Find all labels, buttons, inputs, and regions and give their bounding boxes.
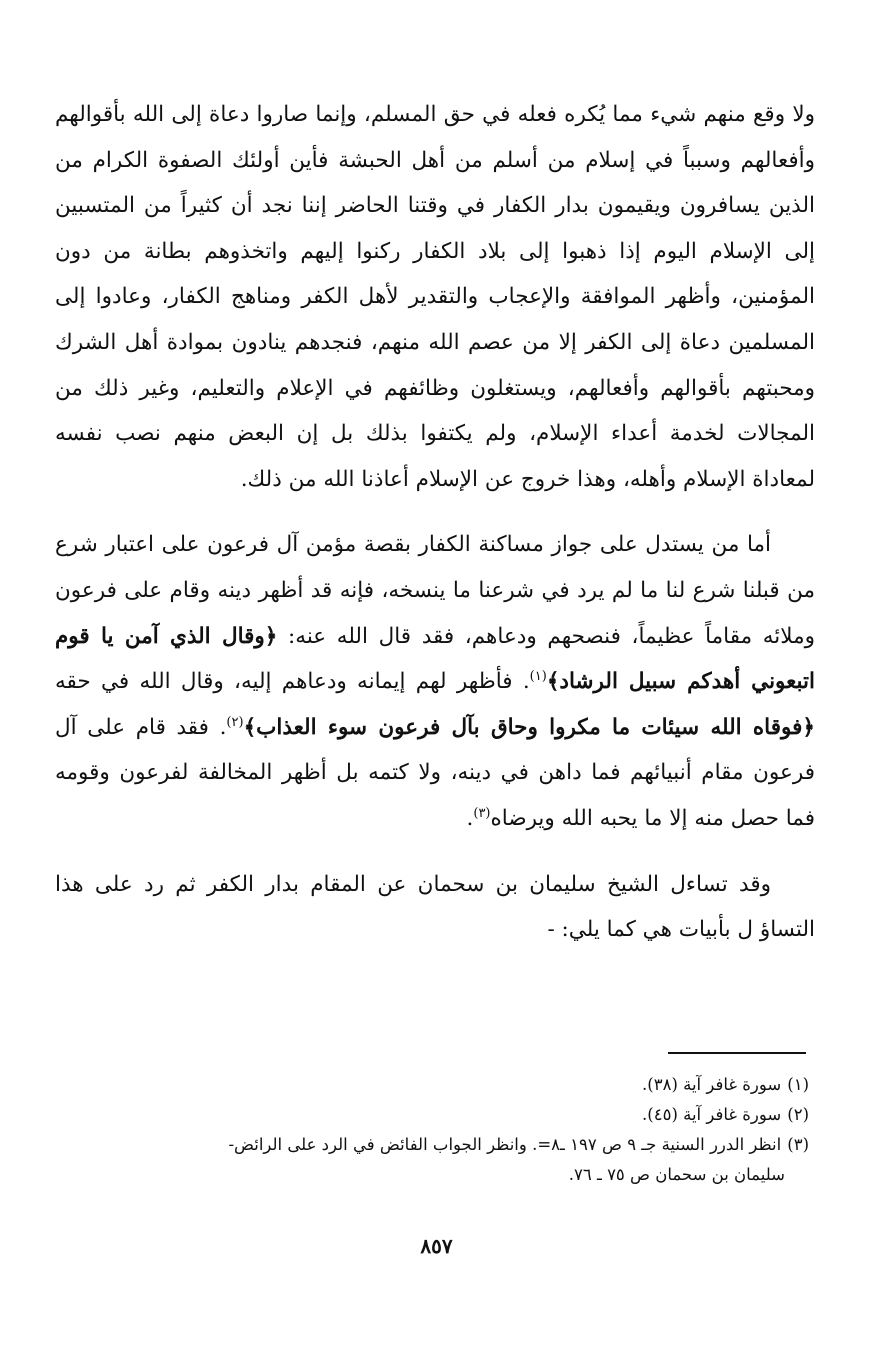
footnote-3-number: (٣) — [787, 1135, 809, 1154]
paragraph-2-text-a: أما من يستدل على جواز مساكنة الكفار بقصة مؤمن آل فرعون على اعتبار شرع من قبلنا شرع لنا ما لم يرد في شرعنا ما ينسخه، فإنه قد أظهر دينه وقام على فرعون وملائه مقاماً عظيماً، فنصحهم ودعاهم، فقد قال الله عنه: — [55, 532, 815, 649]
footnote-2-text: سورة غافر آية (٤٥). — [642, 1105, 782, 1124]
footnote-separator — [668, 1052, 806, 1054]
footnote-1-text: سورة غافر آية (٣٨). — [642, 1075, 782, 1094]
page-number: ٨٥٧ — [420, 1234, 453, 1258]
footnotes — [53, 1070, 809, 1190]
footnote-2-number: (٢) — [787, 1105, 809, 1124]
footnote-1-number: (١) — [787, 1075, 809, 1094]
footnote-ref-3: (٣) — [473, 805, 491, 821]
footnote-ref-1: (١) — [529, 668, 547, 684]
paragraph-1: ولا وقع منهم شيء مما يُكره فعله في حق المسلم، وإنما صاروا دعاة إلى الله بأقوالهم وأفعالهم وسبباً في إسلام من أسلم من أهل الحبشة فأين أولئك الصفوة الكرام من الذين يسافرون ويقيمون بدار الكفار في وقتنا الحاضر إننا نجد أن كثيراً من المتسبين إلى الإسلام اليوم إذا ذهبوا إلى بلاد الكفار ركنوا إليهم واتخذوهم بطانة من دون المؤمنين، وأظهر الموافقة والإعجاب والتقدير لأهل الكفر ومناهج الكفار، وعادوا إلى المسلمين دعاة إلى الكفر إلا من عصم الله منهم، فنجدهم ينادون بموادة أهل الشرك ومحبتهم بأقوالهم وأفعالهم، ويستغلون وظائفهم في الإعلام والتعليم، وغير ذلك من المجالات لخدمة أعداء الإسلام، ولم يكتفوا بذلك بل إن البعض منهم نصب نفسه لمعاداة الإسلام وأهله، وهذا خروج عن الإسلام أعاذنا الله من ذلك. — [55, 102, 815, 492]
paragraph-2 — [55, 522, 815, 841]
paragraph-3: وقد تساءل الشيخ سليمان بن سحمان عن المقام بدار الكفر ثم رد على هذا التساؤ ل بأبيات هي كما يلي: - — [55, 871, 815, 943]
footnote-3 — [53, 1130, 809, 1160]
footnote-3-text: انظر الدرر السنية جـ ٩ ص ١٩٧ ـ٨=. وانظر الجواب الفائض في الرد على الرائض- — [228, 1135, 782, 1154]
footnote-2 — [53, 1100, 809, 1130]
paragraph-2-text-d: . — [466, 805, 474, 831]
quran-verse-2: ﴿فوقاه الله سيئات ما مكروا وحاق بآل فرعون سوء العذاب﴾ — [243, 714, 815, 740]
quran-verse-1: ﴿وقال الذي آمن يا قوم اتبعوني أهدكم سبيل الرشاد﴾ — [55, 623, 815, 695]
main-text — [55, 92, 815, 953]
paragraph-2-text-b: . فأظهر لهم إيمانه ودعاهم إليه، وقال الله في حقه — [55, 669, 530, 695]
paragraph-2-text-c: . فقد قام على آل فرعون مقام أنبيائهم فما داهن في دينه، ولا كتمه بل أظهر المخالفة لفرعون وقومه فما حصل منه إلا ما يحبه الله ويرضاه — [55, 714, 815, 831]
footnote-ref-2: (٢) — [226, 714, 244, 730]
footnote-3-continuation: سليمان بن سحمان ص ٧٥ ـ ٧٦. — [568, 1165, 785, 1184]
footnote-1 — [53, 1070, 809, 1100]
